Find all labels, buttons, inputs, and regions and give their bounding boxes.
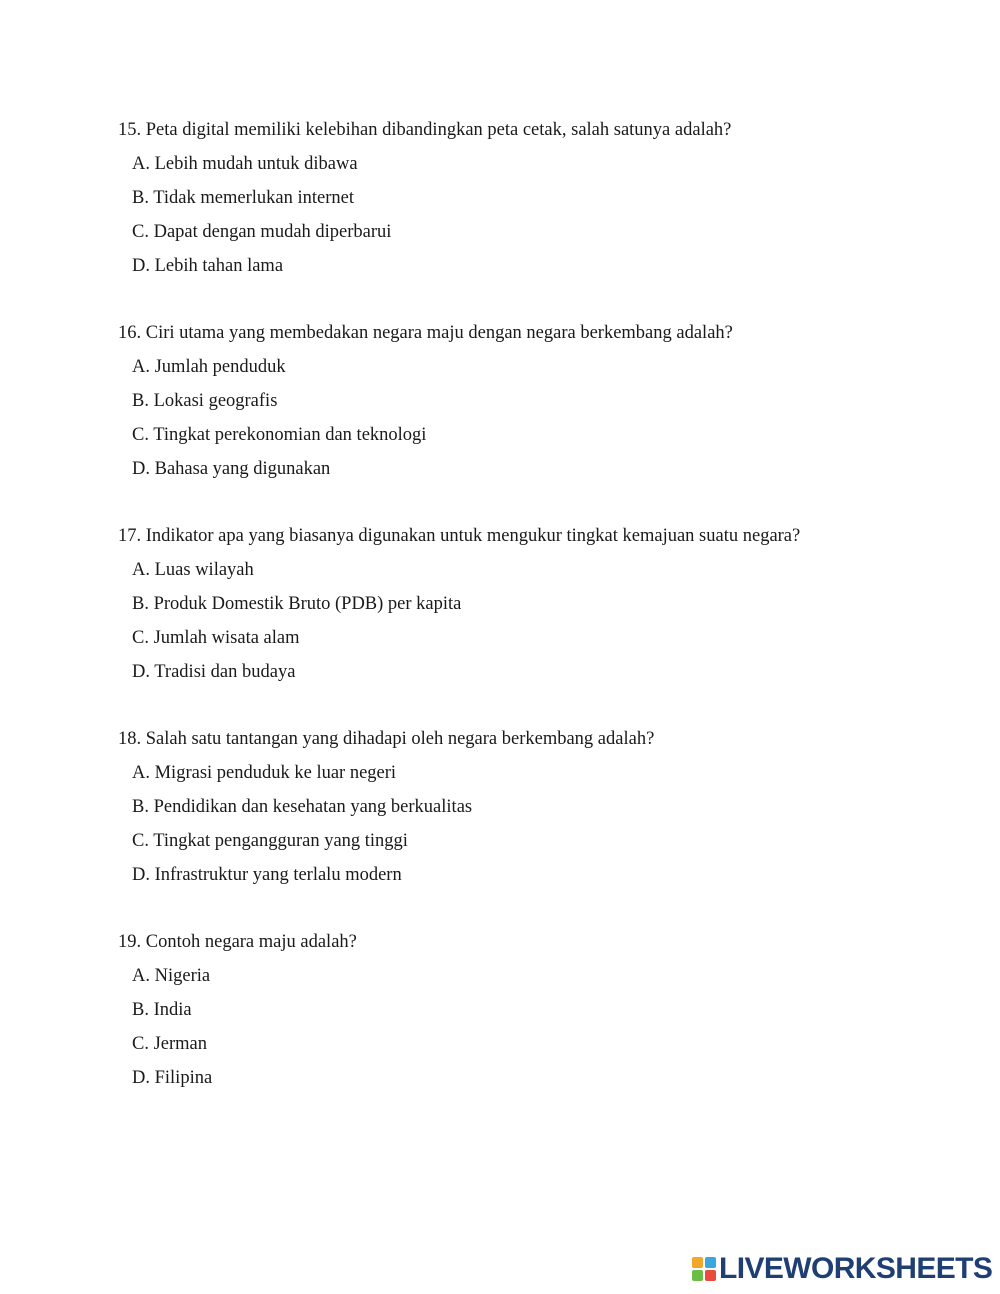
option-a[interactable]: A. Nigeria — [132, 966, 211, 986]
option-list — [118, 354, 938, 490]
question-19 — [118, 929, 938, 1099]
option-b[interactable]: B. Pendidikan dan kesehatan yang berkualitas — [132, 797, 473, 817]
option-a[interactable]: A. Migrasi penduduk ke luar negeri — [132, 763, 397, 783]
option-c[interactable]: C. Jumlah wisata alam — [132, 628, 300, 648]
question-16 — [118, 320, 938, 490]
question-text: 15. Peta digital memiliki kelebihan dibandingkan peta cetak, salah satunya adalah? — [118, 120, 732, 140]
option-list — [118, 151, 938, 287]
option-a[interactable]: A. Jumlah penduduk — [132, 357, 286, 377]
option-b[interactable]: B. Produk Domestik Bruto (PDB) per kapita — [132, 594, 462, 614]
question-18 — [118, 726, 938, 896]
option-a[interactable]: A. Luas wilayah — [132, 560, 254, 580]
option-d[interactable]: D. Bahasa yang digunakan — [132, 459, 331, 479]
option-c[interactable]: C. Jerman — [132, 1034, 208, 1054]
option-c[interactable]: C. Dapat dengan mudah diperbarui — [132, 222, 392, 242]
question-text: 18. Salah satu tantangan yang dihadapi oleh negara berkembang adalah? — [118, 729, 655, 749]
option-c[interactable]: C. Tingkat perekonomian dan teknologi — [132, 425, 427, 445]
liveworksheets-logo-icon — [692, 1257, 716, 1281]
question-text: 17. Indikator apa yang biasanya digunakan untuk mengukur tingkat kemajuan suatu negara? — [118, 526, 801, 546]
option-d[interactable]: D. Filipina — [132, 1068, 213, 1088]
worksheet — [118, 117, 938, 1132]
option-b[interactable]: B. Tidak memerlukan internet — [132, 188, 354, 208]
option-list — [118, 557, 938, 693]
option-list — [118, 760, 938, 896]
liveworksheets-brand — [692, 1253, 992, 1285]
question-text: 16. Ciri utama yang membedakan negara maju dengan negara berkembang adalah? — [118, 323, 733, 343]
option-d[interactable]: D. Tradisi dan budaya — [132, 662, 296, 682]
question-17 — [118, 523, 938, 693]
option-d[interactable]: D. Infrastruktur yang terlalu modern — [132, 865, 402, 885]
option-b[interactable]: B. India — [132, 1000, 192, 1020]
option-c[interactable]: C. Tingkat pengangguran yang tinggi — [132, 831, 408, 851]
option-list — [118, 963, 938, 1099]
brand-name: LIVEWORKSHEETS — [719, 1252, 993, 1285]
option-b[interactable]: B. Lokasi geografis — [132, 391, 278, 411]
option-d[interactable]: D. Lebih tahan lama — [132, 256, 284, 276]
question-15 — [118, 117, 938, 287]
option-a[interactable]: A. Lebih mudah untuk dibawa — [132, 154, 358, 174]
question-text: 19. Contoh negara maju adalah? — [118, 932, 357, 952]
